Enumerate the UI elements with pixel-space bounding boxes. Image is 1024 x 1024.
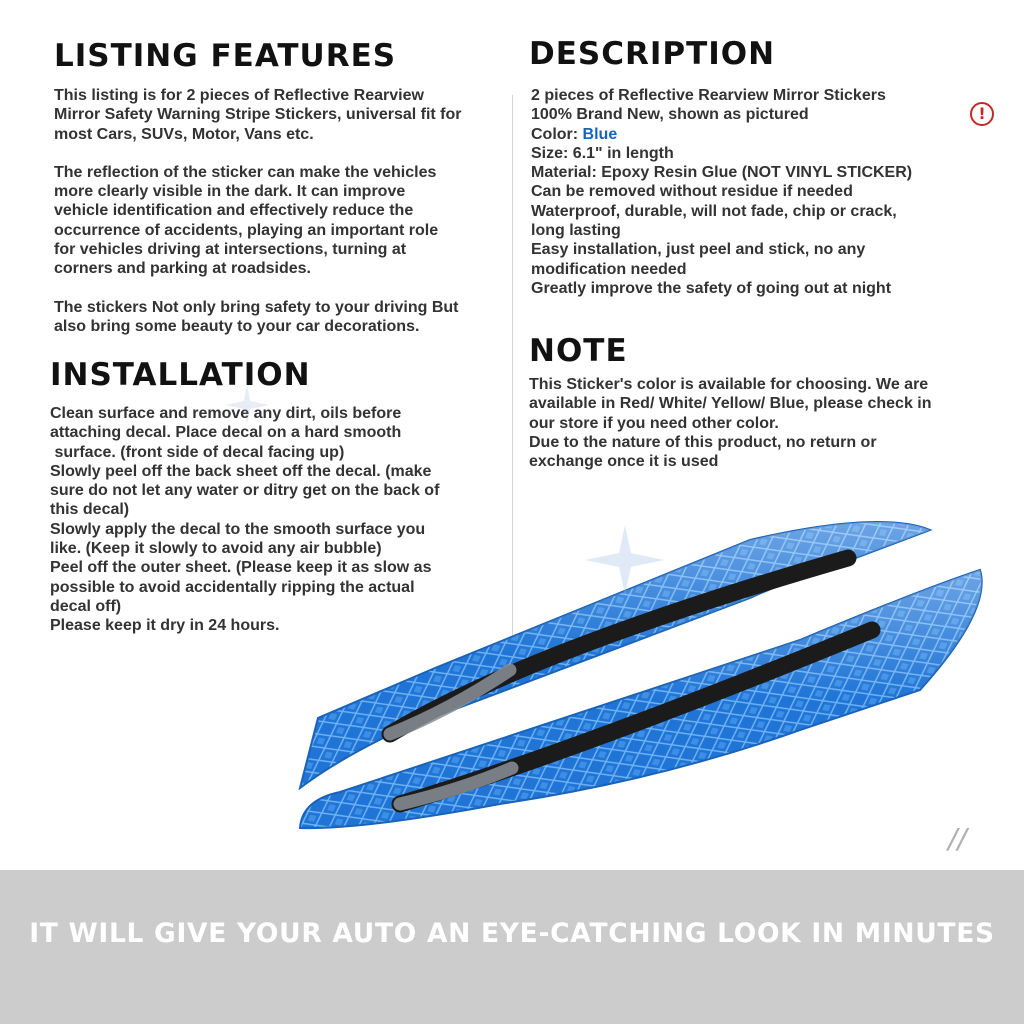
note-heading: NOTE	[529, 333, 628, 369]
note-text: This Sticker's color is available for choosing. We are available in Red/ White/ Yellow/ Blue, please check in our store if you need other color. Due to the nature of this product, no return or exchange once it is used	[529, 376, 932, 471]
listing-features-heading: LISTING FEATURES	[54, 38, 397, 74]
watermark-logo	[585, 525, 665, 595]
watermark-logo-2	[225, 385, 269, 425]
installation-text: Clean surface and remove any dirt, oils before attaching decal. Place decal on a hard smooth surface. (front side of decal facing up) Slowly peel off the back sheet off the decal. (make sure do not let any water or ditry get on the back of this decal) Slowly apply the decal to the smooth surface you like. (Keep it slowly to avoid any air bubble) Peel off the outer sheet. (Please keep it as slow as possible to avoid accidentally ripping the actual decal off) Please keep it dry in 24 hours.	[50, 405, 440, 635]
bottom-banner	[0, 870, 1024, 1024]
description-heading: DESCRIPTION	[529, 36, 776, 72]
banner-text: IT WILL GIVE YOUR AUTO AN EYE-CATCHING LOOK IN MINUTES	[29, 918, 995, 949]
installation-heading: INSTALLATION	[50, 357, 311, 393]
features-paragraph-2: The reflection of the sticker can make the vehicles more clearly visible in the dark. It can improve vehicle identification and effectively reduce the occurrence of accidents, playing an important role for vehicles driving at intersections, turning at corners and parking at roadsides.	[54, 163, 439, 278]
color-line: Color: Blue	[531, 125, 618, 143]
description-text: 2 pieces of Reflective Rearview Mirror Stickers 100% Brand New, shown as pictured Color: Blue Size: 6.1" in length Material: Epoxy Resin Glue (NOT VINYL STICKER) Can be removed without residue if needed Waterproof, durable, will not fade, chip or crack, long lasting Easy installation, just peel and stick, no any modification needed Greatly improve the safety of going out at night	[531, 86, 991, 298]
decorative-slashes: //	[948, 822, 967, 855]
listing-features-text	[54, 86, 514, 336]
color-value: Blue	[582, 125, 618, 143]
features-paragraph-1: This listing is for 2 pieces of Reflective Rearview Mirror Safety Warning Stripe Stickers, universal fit for most Cars, SUVs, Motor, Vans etc.	[54, 87, 462, 143]
features-paragraph-3: The stickers Not only bring safety to your driving But also bring some beauty to your car decorations.	[54, 298, 459, 335]
alert-icon[interactable]: !	[970, 102, 994, 126]
